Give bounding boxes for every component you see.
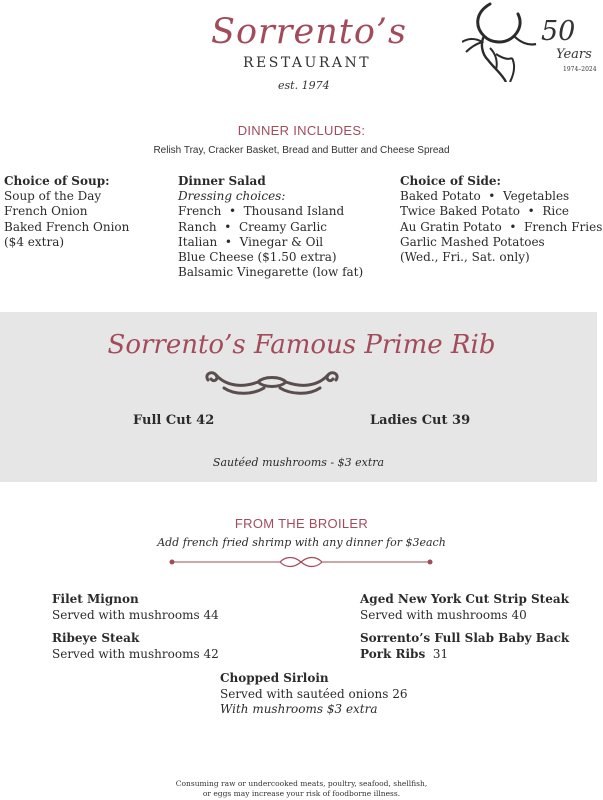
dish-desc: Served with mushrooms 40	[360, 607, 527, 622]
dish-filet-mignon	[52, 592, 219, 623]
dish-desc: Served with mushrooms 42	[52, 646, 219, 661]
soup-item: French Onion	[4, 204, 88, 219]
side-column	[400, 174, 602, 265]
anniversary-number: 50	[541, 16, 576, 47]
dish-name: Chopped Sirloin	[220, 671, 329, 685]
salad-heading: Dinner Salad	[178, 174, 266, 188]
broiler-heading: FROM THE BROILER	[234, 516, 369, 531]
side-item: (Wed., Fri., Sat. only)	[400, 250, 530, 265]
dish-ribeye	[52, 631, 219, 662]
dish-name: Filet Mignon	[52, 592, 139, 606]
dressing-item: Blue Cheese ($1.50 extra)	[178, 250, 337, 265]
dressing-item: Balsamic Vinegarette (low fat)	[178, 265, 364, 280]
established-text: est. 1974	[278, 79, 330, 92]
dish-name-cont: Pork Ribs	[360, 646, 426, 661]
dish-ny-strip	[360, 592, 569, 623]
salad-column	[178, 174, 363, 280]
soup-item: ($4 extra)	[4, 234, 65, 249]
logo-wordmark: Sorrento’s	[211, 12, 407, 52]
dish-name: Ribeye Steak	[52, 631, 140, 645]
dressing-item: Ranch • Creamy Garlic	[178, 219, 327, 234]
soup-item: Baked French Onion	[4, 219, 130, 234]
full-cut-price: Full Cut 42	[133, 413, 215, 428]
logo-subtitle: RESTAURANT	[243, 55, 372, 71]
soup-column	[4, 174, 129, 250]
scroll-flourish-icon	[202, 366, 342, 400]
dish-desc: Served with sautéed onions 26	[220, 686, 408, 701]
dish-name: Aged New York Cut Strip Steak	[360, 592, 569, 606]
side-item: Garlic Mashed Potatoes	[400, 234, 545, 249]
soup-heading: Choice of Soup:	[4, 174, 110, 188]
dish-desc: Served with mushrooms 44	[52, 607, 219, 622]
food-safety-disclaimer	[0, 779, 603, 798]
prime-rib-title: Sorrento’s Famous Prime Rib	[107, 330, 496, 360]
side-item: Baked Potato • Vegetables	[400, 189, 570, 204]
side-item: Au Gratin Potato • French Fries	[400, 219, 603, 234]
dinner-includes-items: Relish Tray, Cracker Basket, Bread and Butter and Cheese Spread	[153, 145, 450, 156]
dish-extra: With mushrooms $3 extra	[220, 702, 378, 716]
broiler-note: Add french fried shrimp with any dinner for $3each	[157, 536, 446, 549]
dressing-item: French • Thousand Island	[178, 204, 345, 219]
ladies-cut-price: Ladies Cut 39	[370, 413, 471, 428]
dinner-includes-heading: DINNER INCLUDES:	[237, 123, 366, 138]
disclaimer-line: Consuming raw or undercooked meats, poultry, seafood, shellfish,	[175, 779, 428, 788]
dish-baby-back-ribs	[360, 631, 569, 662]
mushroom-extra: Sautéed mushrooms - $3 extra	[212, 456, 385, 469]
side-heading: Choice of Side:	[400, 174, 501, 188]
dressing-label: Dressing choices:	[178, 189, 286, 204]
anniversary-label: Years	[556, 47, 592, 62]
dressing-item: Italian • Vinegar & Oil	[178, 234, 324, 249]
dish-chopped-sirloin	[220, 671, 407, 718]
side-item: Twice Baked Potato • Rice	[400, 204, 570, 219]
divider-ornament-icon	[168, 555, 434, 569]
soup-item: Soup of the Day	[4, 189, 102, 204]
dish-name: Sorrento’s Full Slab Baby Back	[360, 631, 570, 645]
dish-price: 31	[432, 646, 449, 661]
disclaimer-line: or eggs may increase your risk of foodborne illness.	[202, 788, 401, 798]
anniversary-range: 1974–2024	[563, 66, 597, 73]
